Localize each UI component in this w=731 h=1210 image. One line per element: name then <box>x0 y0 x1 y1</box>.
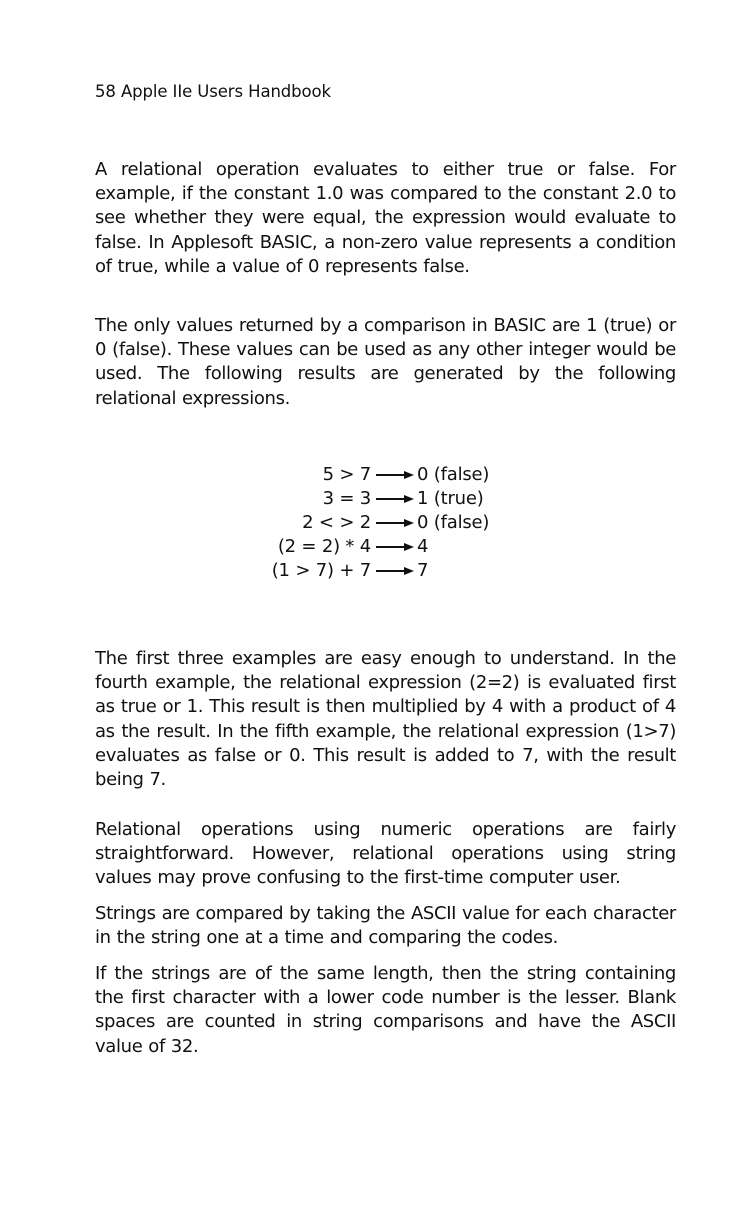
right-arrow-icon <box>376 542 414 552</box>
example-result: 7 <box>417 560 429 581</box>
paragraph-string-length: If the strings are of the same length, then the string containing the first character with a lower code number is the lesser. Blank spaces are counted in string comparisons and have the ASCII value of 32. <box>95 963 676 1057</box>
example-result: 4 <box>417 536 429 557</box>
right-arrow-icon <box>376 566 414 576</box>
right-arrow-icon <box>376 494 414 504</box>
paragraph-example-explanation: The first three examples are easy enough to understand. In the fourth example, the relational expression (2=2) is evaluated first as true or 1. This result is then multiplied by 4 with a product of 4 as the result. In the fifth example, the relational expression (1>7) evaluates as false or 0. This result is added to 7, with the result being 7. <box>95 648 676 791</box>
example-result: 0 (false) <box>417 464 490 485</box>
right-arrow-icon <box>376 518 414 528</box>
example-expression: 5 > 7 <box>322 464 371 485</box>
example-result: 1 (true) <box>417 488 484 509</box>
paragraph-comparison-values: The only values returned by a comparison in BASIC are 1 (true) or 0 (false). These values can be used as any other integer would be used. The following results are generated by the following relational expressions. <box>95 315 676 409</box>
example-expression: 2 < > 2 <box>302 512 371 533</box>
example-expression: (1 > 7) + 7 <box>271 560 371 581</box>
running-head: 58 Apple IIe Users Handbook <box>95 82 332 101</box>
right-arrow-icon <box>376 470 414 480</box>
relational-examples <box>95 463 676 593</box>
paragraph-string-comparison: Strings are compared by taking the ASCII value for each character in the string one at a time and comparing the codes. <box>95 903 676 949</box>
example-expression: (2 = 2) * 4 <box>277 536 371 557</box>
example-row <box>95 463 676 487</box>
example-row <box>95 511 676 535</box>
example-expression: 3 = 3 <box>322 488 371 509</box>
paragraph-relational-intro: A relational operation evaluates to either true or false. For example, if the constant 1.0 was compared to the constant 2.0 to see whether they were equal, the expression would evaluate to false. In Applesoft BASIC, a non-zero value represents a condition of true, while a value of 0 represents false. <box>95 159 676 277</box>
example-row <box>95 559 676 583</box>
example-row <box>95 487 676 511</box>
example-row <box>95 535 676 559</box>
paragraph-string-relational: Relational operations using numeric operations are fairly straightforward. However, relational operations using string values may prove confusing to the first-time computer user. <box>95 819 676 889</box>
example-result: 0 (false) <box>417 512 490 533</box>
